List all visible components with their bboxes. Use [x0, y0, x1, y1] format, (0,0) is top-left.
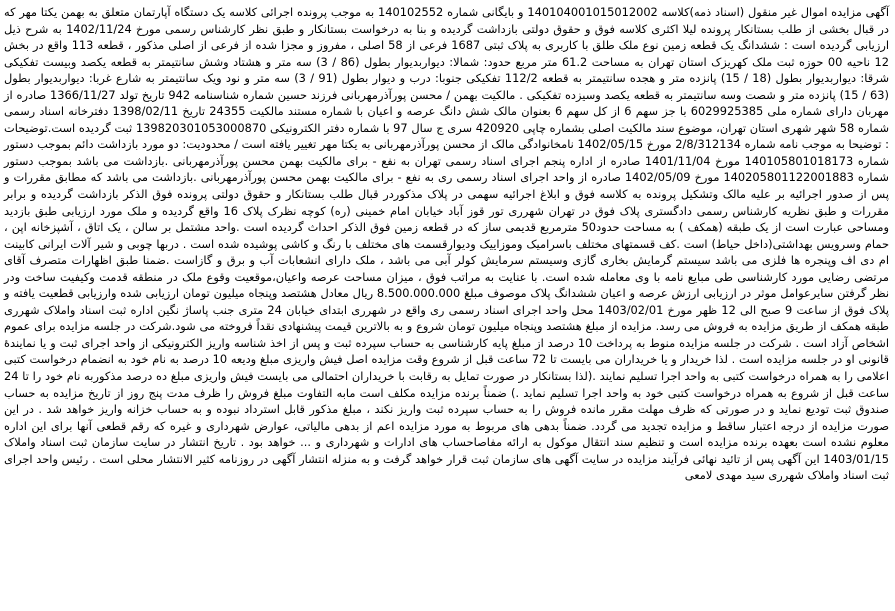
notice-signature: رئیس واحد اجرای ثبت اسناد واملاک شهرری سید مهدی لامعی [4, 451, 889, 483]
notice-body: آگهی مزایده اموال غیر منقول (اسناد ذمه)کلاسه 140104001015012002 و بایگانی شماره 140102552 به موجب پرونده اجرائی کلاسه یک دستگاه آپارتمان متعلق به بهمن یکتا مهر که در قبال بخشی از طلب بستانکار پرونده لیلا اکثری کلاسه فوق و حقوق دولتی بازداشت گردیده و بنا به درخواست بستانکار و طبق نظر کارشناس رسمی مورخ 1402/11/24 به شرح ذیل ارزیابی گردیده است : ششدانگ یک قطعه زمین نوع ملک طلق با کاربری به پلاک ثبتی 1687 فرعی از 58 اصلی ، مفروز و مجزا شده از فرعی از اصلی مذکور ، قطعه 113 واقع در بخش 12 ناحیه 00 حوزه ثبت ملک کهریزک استان تهران به مساحت 61.2 متر مربع حدود: شمالا: دیواربدیوار بطول (86 / 3) سه متر و هشتاد وشش سانتیمتر به قطعه یکصد وبیست تفکیکی شرقا: دیواربدیوار بطول (18 / 15) پانزده متر و هجده سانتیمتر به قطعه 112/2 تفکیکی جنوبا: درب و دیوار بطول (91 / 3) سه متر و نود ویک سانتیمتر به شارع غربا: دیواربدیوار بطول (63 / 15) پانزده متر و شصت وسه سانتیمتر به قطعه یکصد وسیزده تفکیکی . مالکیت بهمن / محسن پورآذرمهربانی فرزند حسین شماره شناسنامه 942 تاریخ تولد 1366/11/27 صادره از مهربان دارای شماره ملی 6029925385 با جز سهم 6 از کل سهم 6 بعنوان مالک شش دانگ عرصه و اعیان با شماره مستند مالکیت 24355 تاریخ 1398/02/11 دفترخانه اسناد رسمی شماره 58 شهر شهری استان تهران، موضوع سند مالکیت اصلی بشماره چاپی 420920 سری ج سال 97 با شماره دفتر الکترونیکی 139820301053000870 ثبت گردیده است.توضیحات : توضیحا به موجب نامه شماره 2/8/312134 مورخ 1402/05/15 نامخانوادگی مالک از محسن پورآذرمهربانی به یکتا مهر تغییر یافته است / محدودیت: دو مورد بازداشت دائم بموجب دستور شماره 140105801018173 مورخ 1401/11/04 صادره از اداره پنجم اجرای اسناد رسمی تهران به نفع - برای مالکیت بهمن محسن پورآذرمهربانی .بازداشت می باشد بموجب دستور شماره 140205801122001883 مورخ 1402/05/09 صادره از واحد اجرای اسناد رسمی ری به نفع - برای مالکیت بهمن محسن پورآذرمهربانی .بازداشت می باشد که مطابق مقررات و پس از صدور اجرائیه بر علیه مالک وتشکیل پرونده به کلاسه فوق و ابلاغ اجرائیه سهمی در پلاک مذکوردر قبال طلب بستانکار و حقوق دولتی پرونده فوق الذکر بازداشت گردیده و برابر مقررات و طبق نظریه کارشناس رسمی دادگستری پلاک فوق در تهران شهرری تور قوز آباد خیابان امام خمینی (ره) کوچه نظرک پلاک 16 واقع گردیده و ملک مورد ارزیابی طبق بازدید ومساحی عبارت است از یک طبقه (همکف ) به مساحت حدود50 مترمربع قدیمی ساز که در قطعه زمین فوق الذکر احداث گردیده است .واحد مشتمل بر سالن ، یک اتاق ، آشپزخانه اپن ، حمام وسرویس بهداشتی(داخل حیاط) است .کف قسمتهای مختلف باسرامیک وموزاییک ودیوارقسمت های مختلف با رنگ و کاشی پوشیده شده است . دربها چوبی و شیر آلات ایرانی کابینت ام دی اف وپنجره ها فلزی می باشد سیستم گرمایش بخاری گازی وسیستم سرمایش کولر آبی می باشد ، ملک دارای انشعابات آب و برق و گازاست .ضمنا طبق اظهارات متصرف آقای مرتضی رضایی مورد کارشناسی طی مبایع نامه با وی معامله شده است. با عنایت به مراتب فوق ، میزان مساحت عرصه واعیان،موقعیت وقوع ملک در منطقه قدمت وکیفیت ساخت ودر نظر گرفتن سایرعوامل موثر در ارزیابی ارزش عرصه و اعیان ششدانگ پلاک موصوف مبلغ 8.500.000.000 ریال معادل هشتصد وپنجاه میلیون تومان ارزیابی شده وارزیابی قطعیت یافته و پلاک فوق از ساعت 9 صبح الی 12 ظهر مورخ 1403/02/01 محل واحد اجرای اسناد رسمی ری واقع در شهرری ابتدای خیابان 24 متری جنب پاساژ نگین اداره ثبت اسناد واملاک شهرری طبقه همکف از طریق مزایده به فروش می رسد. مزایده از مبلغ هشتصد وپنجاه میلیون تومان شروع و به بالاترین قیمت پیشنهادی نقداً فروخته می شود.شرکت در جلسه مزایده برای عموم اشخاص آزاد است . شرکت در جلسه مزایده منوط به پرداخت 10 درصد از مبلغ پایه کارشناسی به حساب سپرده ثبت و پس از اخذ شناسه واریز الکترونیکی از واحد اجرای ثبت و یا نمایندۀ قانونی او در جلسه مزایده است . لذا خریدار و یا خریداران می بایست تا 72 ساعت قبل از شروع وقت مزایده اصل فیش واریزی مبلغ ودیعه 10 درصد به نام خود به انضمام درخواست کتبی اعلامی را به همراه درخواست کتبی به واحد اجرا تسلیم نمایند .(لذا بستانکار در صورت تمایل به رقابت با خریداران احتمالی می بایست فیش واریزی مبلغ ده درصد مذکوربه نام خود را تا 24 ساعت قبل از شروع به همراه درخواست کتبی خود به واحد اجرا تسلیم نماید .) ضمناً برنده مزایده مکلف است مابه التفاوت مبلغ فروش را ظرف مدت پنج روز از تاریخ مزایده به حساب صندوق ثبت تودیع نماید و در صورتی که ظرف مهلت مقرر مانده فروش را به حساب سپرده ثبت واریز نکند ، مبلغ مذکور قابل استرداد نبوده و به حساب خزانه واریز خواهد شد . در این صورت مزایده از درجه اعتبار ساقط و مزایده تجدید می گردد. ضمناً بدهی های مربوط به مورد مزایده اعم از بدهی مالیاتی، عوارض شهرداری و غیره که رقم قطعی آنها برای این اداره معلوم نشده است بعهده برنده مزایده است و تنظیم سند انتقال موکول به ارائه مفاصاحساب های ادارات و شهرداری و ... خواهد بود . تاریخ انتشار در سایت سازمان ثبت اسناد واملاک 1403/01/15 این آگهی پس از تائید نهائی فرآیند مزایده در سایت آگهی های سازمان ثبت قرار خواهد گرفت و به منزله انتشار آگهی در روزنامه کثیر الانتشار محلی است . [4, 5, 890, 466]
auction-notice-text [4, 4, 889, 484]
